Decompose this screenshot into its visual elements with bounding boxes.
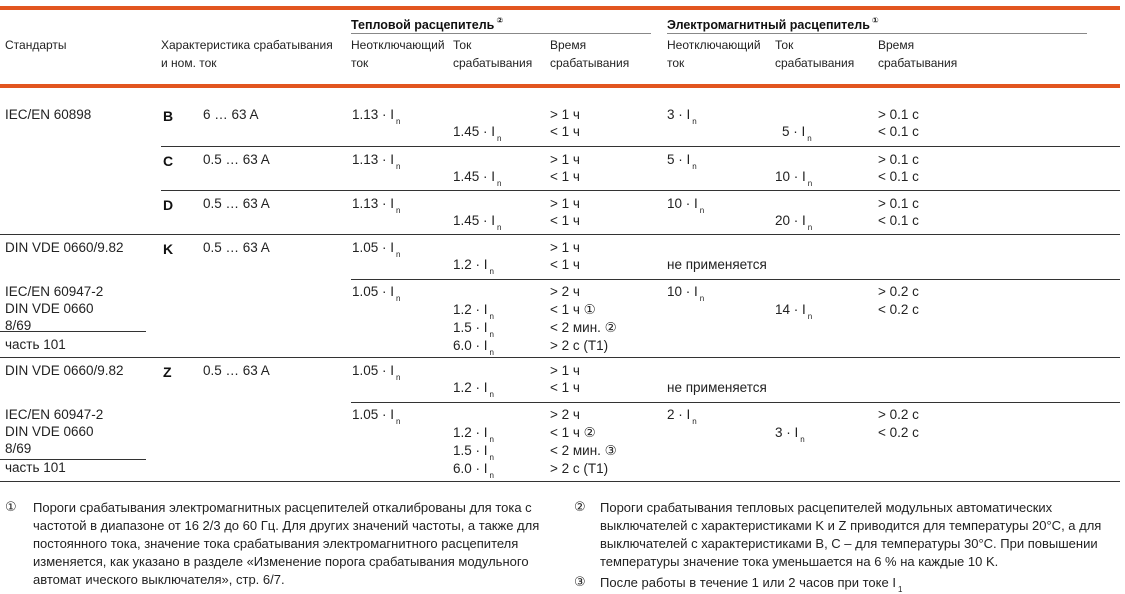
col-thermal-time: Время срабатывания: [550, 38, 630, 70]
thermal-time-gt-z-din: > 1 ч: [550, 363, 580, 378]
em-trip-d: 20 · I $_n$: [775, 213, 813, 232]
em-trip-z-iec: 3 · I $_n$: [775, 425, 805, 444]
em-time-gt-k-iec: > 0.2 с: [878, 284, 919, 299]
em-nontrip-k-iec: 10 · I $_n$: [667, 284, 705, 303]
thermal-time-k-iec-4: > 2 с (T1): [550, 338, 609, 353]
thermal-time-k-iec-1: > 2 ч: [550, 284, 580, 299]
row-separator: [0, 234, 1120, 235]
thermal-time-lt-d: < 1 ч: [550, 213, 580, 228]
em-nontrip-c: 5 · I $_n$: [667, 152, 697, 171]
em-time-lt-z-iec: < 0.2 с: [878, 425, 919, 440]
thermal-nontrip-d: 1.13 · I $_n$: [352, 196, 401, 215]
range-d: 0.5 … 63 A: [203, 196, 270, 211]
thermal-nontrip-k-iec: 1.05 · I $_n$: [352, 284, 401, 303]
standard-iec-60947-k-3: 8/69: [5, 318, 32, 333]
thermal-time-z-iec-1: > 2 ч: [550, 407, 580, 422]
em-not-applicable-z: не применяется: [667, 380, 767, 395]
col-standards: Стандарты: [5, 38, 67, 52]
thermal-time-k-iec-3: < 2 мин. ②: [550, 320, 617, 335]
em-time-lt-b: < 0.1 с: [878, 124, 919, 139]
footnote-2-text: Пороги срабатывания тепловых расцепителей модульных автоматических выключателей с характеристиками K и Z приводится для температуры 20°C, а для выключателей с характеристиками B, C – для температуры 30°C. При повышении температуры значение тока уменьшается на 6 % на каждые 10 K.: [600, 500, 1102, 569]
standard-iec-60947-k-4: часть 101: [5, 337, 66, 352]
thermal-nontrip-z-iec: 1.05 · I $_n$: [352, 407, 401, 426]
row-separator: [351, 279, 1120, 280]
thermal-time-z-iec-2: < 1 ч ②: [550, 425, 596, 440]
thermal-time-gt-b: > 1 ч: [550, 107, 580, 122]
thermal-time-z-iec-4: > 2 с (T1): [550, 461, 609, 476]
em-time-gt-b: > 0.1 с: [878, 107, 919, 122]
header-accent-rule: [0, 84, 1120, 88]
em-group-rule: [667, 33, 1087, 34]
em-time-lt-d: < 0.1 с: [878, 213, 919, 228]
standard-iec-60947-z-2: DIN VDE 0660: [5, 424, 94, 439]
col-em-time: Время срабатывания: [878, 38, 958, 70]
em-release-header: Электромагнитный расцепитель ①: [667, 16, 879, 32]
footnote-1-text: Пороги срабатывания электромагнитных расцепителей откалиброваны для тока с частотой в диапазоне от 16 2/3 до 60 Гц. Для других значений частоты, а также для постоянного тока, значение тока срабатывания электромагнитного расцепителя изменяется, как указано в разделе «Изменение порога срабатывания модульного автомат ического выключателя», стр. 6/7.: [33, 500, 540, 587]
row-separator: [0, 357, 1120, 358]
em-time-lt-c: < 0.1 с: [878, 169, 919, 184]
thermal-trip-z-iec-2: 1.5 · I $_n$: [453, 443, 494, 462]
row-separator: [161, 146, 1120, 147]
standard-iec-60898: IEC/EN 60898: [5, 107, 92, 122]
thermal-nontrip-k-din: 1.05 · I $_n$: [352, 240, 401, 259]
thermal-time-lt-k-din: < 1 ч: [550, 257, 580, 272]
thermal-group-rule: [351, 33, 651, 34]
thermal-time-lt-b: < 1 ч: [550, 124, 580, 139]
em-not-applicable-k: не применяется: [667, 257, 767, 272]
thermal-trip-d: 1.45 · I $_n$: [453, 213, 502, 232]
thermal-time-lt-z-din: < 1 ч: [550, 380, 580, 395]
thermal-time-z-iec-3: < 2 мин. ③: [550, 443, 617, 458]
thermal-trip-k-iec-2: 1.5 · I $_n$: [453, 320, 494, 339]
range-z: 0.5 … 63 A: [203, 363, 270, 378]
thermal-trip-z-iec-1: 1.2 · I $_n$: [453, 425, 494, 444]
em-nontrip-z-iec: 2 · I $_n$: [667, 407, 697, 426]
col-thermal-trip: Ток срабатывания: [453, 38, 533, 70]
thermal-trip-b: 1.45 · I $_n$: [453, 124, 502, 143]
thermal-trip-c: 1.45 · I $_n$: [453, 169, 502, 188]
characteristic-d: D: [163, 197, 174, 213]
standard-iec-60947-z-3: 8/69: [5, 441, 32, 456]
thermal-trip-k-iec-1: 1.2 · I $_n$: [453, 302, 494, 321]
em-time-lt-k-iec: < 0.2 с: [878, 302, 919, 317]
thermal-nontrip-b: 1.13 · I $_n$: [352, 107, 401, 126]
thermal-time-gt-d: > 1 ч: [550, 196, 580, 211]
em-time-gt-z-iec: > 0.2 с: [878, 407, 919, 422]
characteristic-z: Z: [163, 364, 172, 380]
range-k: 0.5 … 63 A: [203, 240, 270, 255]
em-trip-b: 5 · I $_n$: [782, 124, 812, 143]
standard-iec-60947-k-1: IEC/EN 60947-2: [5, 284, 104, 299]
thermal-trip-z-din: 1.2 · I $_n$: [453, 380, 494, 399]
standard-iec-60947-z-4: часть 101: [5, 460, 66, 475]
characteristic-k: K: [163, 241, 174, 257]
em-nontrip-b: 3 · I $_n$: [667, 107, 697, 126]
thermal-trip-z-iec-3: 6.0 · I $_n$: [453, 461, 494, 480]
thermal-trip-k-iec-3: 6.0 · I $_n$: [453, 338, 494, 357]
thermal-trip-k-din: 1.2 · I $_n$: [453, 257, 494, 276]
thermal-time-gt-c: > 1 ч: [550, 152, 580, 167]
em-nontrip-d: 10 · I $_n$: [667, 196, 705, 215]
col-characteristic: Характеристика срабатывания и ном. ток: [161, 38, 333, 70]
col-thermal-nontrip: Неотключающий ток: [351, 38, 445, 70]
footnote-3-marker: ③: [574, 574, 586, 589]
thermal-nontrip-c: 1.13 · I $_n$: [352, 152, 401, 171]
standard-din-vde-z: DIN VDE 0660/9.82: [5, 363, 124, 378]
characteristic-c: C: [163, 153, 174, 169]
footnote-1-marker: ①: [5, 499, 17, 514]
top-accent-rule: [0, 6, 1120, 10]
thermal-time-lt-c: < 1 ч: [550, 169, 580, 184]
thermal-time-gt-k-din: > 1 ч: [550, 240, 580, 255]
footnote-2-marker: ②: [574, 499, 586, 514]
footnote-3-text: После работы в течение 1 или 2 часов при токе I $_1$: [600, 575, 903, 594]
em-trip-k-iec: 14 · I $_n$: [775, 302, 813, 321]
standard-din-vde-k: DIN VDE 0660/9.82: [5, 240, 124, 255]
table-bottom-rule: [0, 481, 1120, 482]
em-time-gt-d: > 0.1 с: [878, 196, 919, 211]
thermal-release-header: Тепловой расцепитель ②: [351, 16, 504, 32]
standard-iec-60947-z-1: IEC/EN 60947-2: [5, 407, 104, 422]
row-separator: [351, 402, 1120, 403]
em-trip-c: 10 · I $_n$: [775, 169, 813, 188]
range-b: 6 … 63 A: [203, 107, 259, 122]
col-em-trip: Ток срабатывания: [775, 38, 855, 70]
characteristic-b: B: [163, 108, 174, 124]
thermal-nontrip-z-din: 1.05 · I $_n$: [352, 363, 401, 382]
range-c: 0.5 … 63 A: [203, 152, 270, 167]
col-em-nontrip: Неотключающий ток: [667, 38, 761, 70]
row-separator: [161, 190, 1120, 191]
thermal-time-k-iec-2: < 1 ч ①: [550, 302, 596, 317]
standard-iec-60947-k-2: DIN VDE 0660: [5, 301, 94, 316]
em-time-gt-c: > 0.1 с: [878, 152, 919, 167]
